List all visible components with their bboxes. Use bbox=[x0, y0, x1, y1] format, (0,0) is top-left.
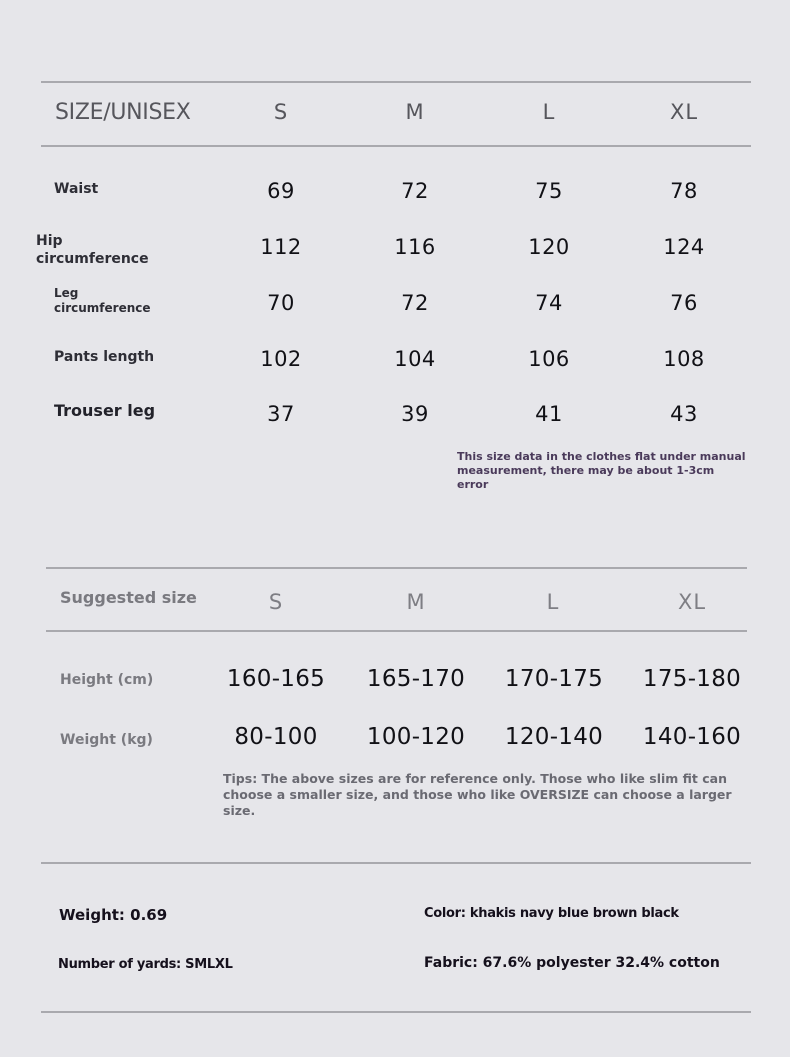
waist-m: 72 bbox=[401, 179, 429, 203]
hip-s: 112 bbox=[260, 235, 302, 259]
waist-s: 69 bbox=[267, 179, 295, 203]
pants-length-s: 102 bbox=[260, 347, 302, 371]
row-label-hip: Hip circumference bbox=[36, 233, 149, 267]
size-header-l: L bbox=[542, 100, 556, 124]
suggested-header-rule bbox=[46, 630, 747, 632]
pants-length-xl: 108 bbox=[663, 347, 705, 371]
size-header-m: M bbox=[405, 100, 425, 124]
product-color: Color: khakis navy blue brown black bbox=[424, 906, 679, 921]
size-table-header-label: SIZE/UNISEX bbox=[55, 100, 191, 125]
weight-s: 80-100 bbox=[234, 724, 318, 750]
leg-m: 72 bbox=[401, 291, 429, 315]
hip-xl: 124 bbox=[663, 235, 705, 259]
pants-length-m: 104 bbox=[394, 347, 436, 371]
suggested-header-m: M bbox=[406, 590, 426, 614]
row-label-waist: Waist bbox=[54, 181, 99, 197]
trouser-leg-xl: 43 bbox=[670, 402, 698, 426]
table-header-rule bbox=[41, 145, 751, 147]
row-label-weight: Weight (kg) bbox=[60, 732, 153, 748]
hip-m: 116 bbox=[394, 235, 436, 259]
row-label-trouser-leg: Trouser leg bbox=[54, 401, 156, 420]
trouser-leg-m: 39 bbox=[401, 402, 429, 426]
height-xl: 175-180 bbox=[642, 666, 742, 692]
product-fabric: Fabric: 67.6% polyester 32.4% cotton bbox=[424, 955, 720, 971]
hip-l: 120 bbox=[528, 235, 570, 259]
suggested-header-s: S bbox=[268, 590, 284, 614]
trouser-leg-l: 41 bbox=[535, 402, 563, 426]
suggested-top-rule bbox=[46, 567, 747, 569]
height-l: 170-175 bbox=[504, 666, 604, 692]
table-top-rule bbox=[41, 81, 751, 83]
row-label-leg: Leg circumference bbox=[54, 286, 151, 315]
product-weight: Weight: 0.69 bbox=[59, 906, 168, 924]
product-yards: Number of yards: SMLXL bbox=[58, 957, 233, 972]
height-m: 165-170 bbox=[366, 666, 466, 692]
size-tips: Tips: The above sizes are for reference only. Those who like slim fit can choose a smaller size, and those who like OVERSIZE can choose a larger size. bbox=[223, 771, 732, 818]
leg-l: 74 bbox=[535, 291, 563, 315]
pants-length-l: 106 bbox=[528, 347, 570, 371]
size-header-s: S bbox=[273, 100, 289, 124]
weight-xl: 140-160 bbox=[642, 724, 742, 750]
size-header-xl: XL bbox=[669, 100, 699, 124]
suggested-header-l: L bbox=[546, 590, 560, 614]
weight-m: 100-120 bbox=[366, 724, 466, 750]
trouser-leg-s: 37 bbox=[267, 402, 295, 426]
info-top-rule bbox=[41, 862, 751, 864]
waist-l: 75 bbox=[535, 179, 563, 203]
leg-s: 70 bbox=[267, 291, 295, 315]
waist-xl: 78 bbox=[670, 179, 698, 203]
height-s: 160-165 bbox=[226, 666, 326, 692]
weight-l: 120-140 bbox=[504, 724, 604, 750]
row-label-height: Height (cm) bbox=[60, 672, 154, 688]
suggested-header-xl: XL bbox=[677, 590, 707, 614]
measurement-note: This size data in the clothes flat under manual measurement, there may be about 1-3cm error bbox=[457, 450, 746, 491]
info-bottom-rule bbox=[41, 1011, 751, 1013]
row-label-pants-length: Pants length bbox=[54, 349, 155, 365]
suggested-header-label: Suggested size bbox=[60, 588, 197, 607]
leg-xl: 76 bbox=[670, 291, 698, 315]
